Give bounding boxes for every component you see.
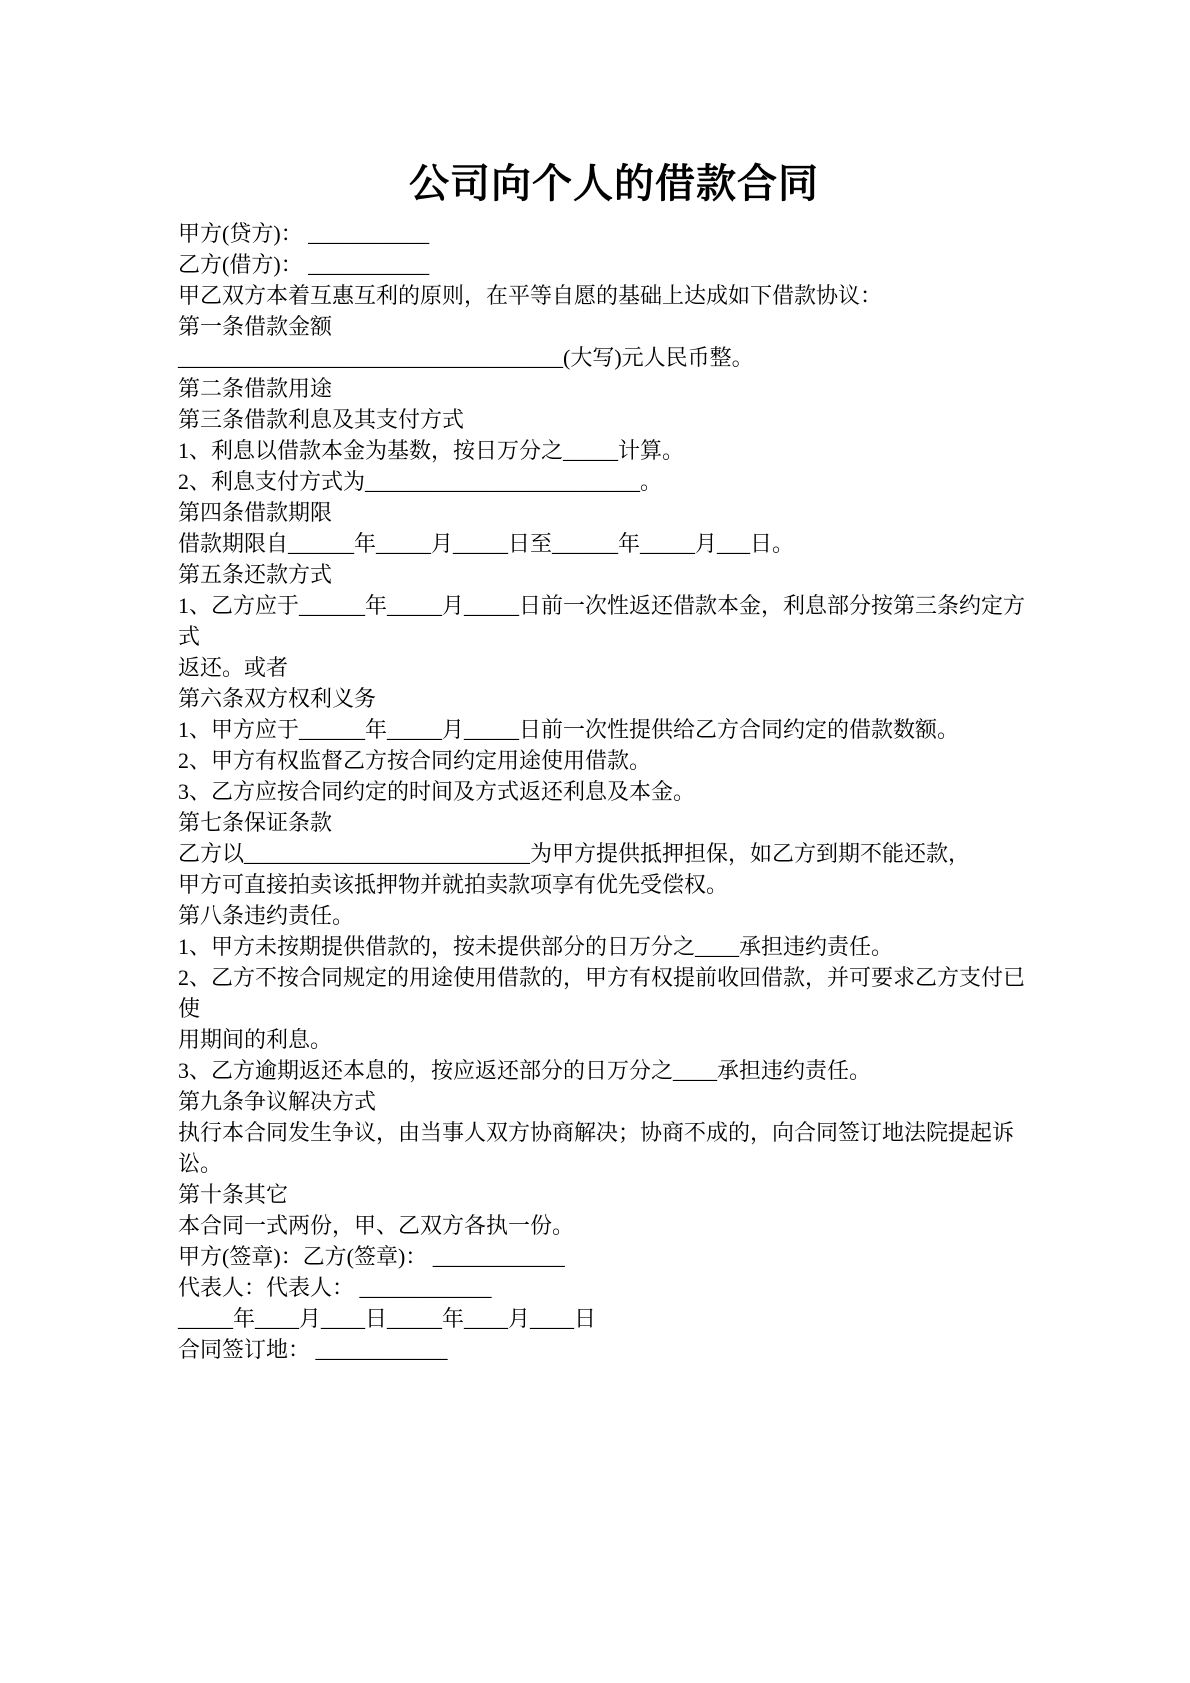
contract-line: 乙方(借方)： ___________ [178, 252, 430, 277]
contract-line: _____年____月____日_____年____月____日 [178, 1306, 597, 1331]
contract-line: 甲方可直接拍卖该抵押物并就拍卖款项享有优先受偿权。 [178, 872, 729, 897]
contract-line: 本合同一式两份，甲、乙双方各执一份。 [178, 1213, 575, 1238]
contract-line: 第十条其它 [178, 1182, 289, 1207]
document-body [178, 218, 1040, 1365]
contract-line: 第二条借款用途 [178, 376, 333, 401]
contract-line: 代表人：代表人： ____________ [178, 1275, 492, 1300]
contract-line: 第九条争议解决方式 [178, 1089, 377, 1114]
contract-line: 1、乙方应于______年_____月_____日前一次性返还借款本金，利息部分按第三条约定方式 [178, 593, 1026, 649]
contract-line: 1、甲方未按期提供借款的，按未提供部分的日万分之____承担违约责任。 [178, 934, 894, 959]
contract-line: ___________________________________(大写)元人民币整。 [178, 345, 754, 370]
contract-line: 甲方(签章)：乙方(签章)： ____________ [178, 1244, 565, 1269]
contract-line: 合同签订地： ____________ [178, 1337, 448, 1362]
contract-line: 2、甲方有权监督乙方按合同约定用途使用借款。 [178, 748, 652, 773]
contract-line: 第七条保证条款 [178, 810, 333, 835]
contract-line: 3、乙方应按合同约定的时间及方式返还利息及本金。 [178, 779, 696, 804]
contract-line: 2、利息支付方式为_________________________。 [178, 469, 663, 494]
contract-line: 用期间的利息。 [178, 1027, 333, 1052]
contract-line: 第三条借款利息及其支付方式 [178, 407, 465, 432]
contract-line: 3、乙方逾期返还本息的，按应返还部分的日万分之____承担违约责任。 [178, 1058, 872, 1083]
contract-line: 甲方(贷方)： ___________ [178, 221, 430, 246]
contract-line: 1、甲方应于______年_____月_____日前一次性提供给乙方合同约定的借款数额。 [178, 717, 960, 742]
contract-line: 执行本合同发生争议，由当事人双方协商解决；协商不成的，向合同签订地法院提起诉讼。 [178, 1120, 1015, 1176]
document-title: 公司向个人的借款合同 [409, 161, 819, 206]
contract-line: 第一条借款金额 [178, 314, 333, 339]
contract-line: 第六条双方权利义务 [178, 686, 377, 711]
contract-line: 第五条还款方式 [178, 562, 333, 587]
contract-line: 借款期限自______年_____月_____日至______年_____月___日。 [178, 531, 795, 556]
contract-line: 甲乙双方本着互惠互利的原则，在平等自愿的基础上达成如下借款协议： [178, 283, 883, 308]
contract-line: 乙方以__________________________为甲方提供抵押担保，如乙方到期不能还款， [178, 841, 971, 866]
contract-line: 第八条违约责任。 [178, 903, 355, 928]
contract-line: 2、乙方不按合同规定的用途使用借款的，甲方有权提前收回借款，并可要求乙方支付已使 [178, 965, 1026, 1021]
contract-line: 1、利息以借款本金为基数，按日万分之_____计算。 [178, 438, 685, 463]
contract-line: 第四条借款期限 [178, 500, 333, 525]
contract-line: 返还。或者 [178, 655, 289, 680]
